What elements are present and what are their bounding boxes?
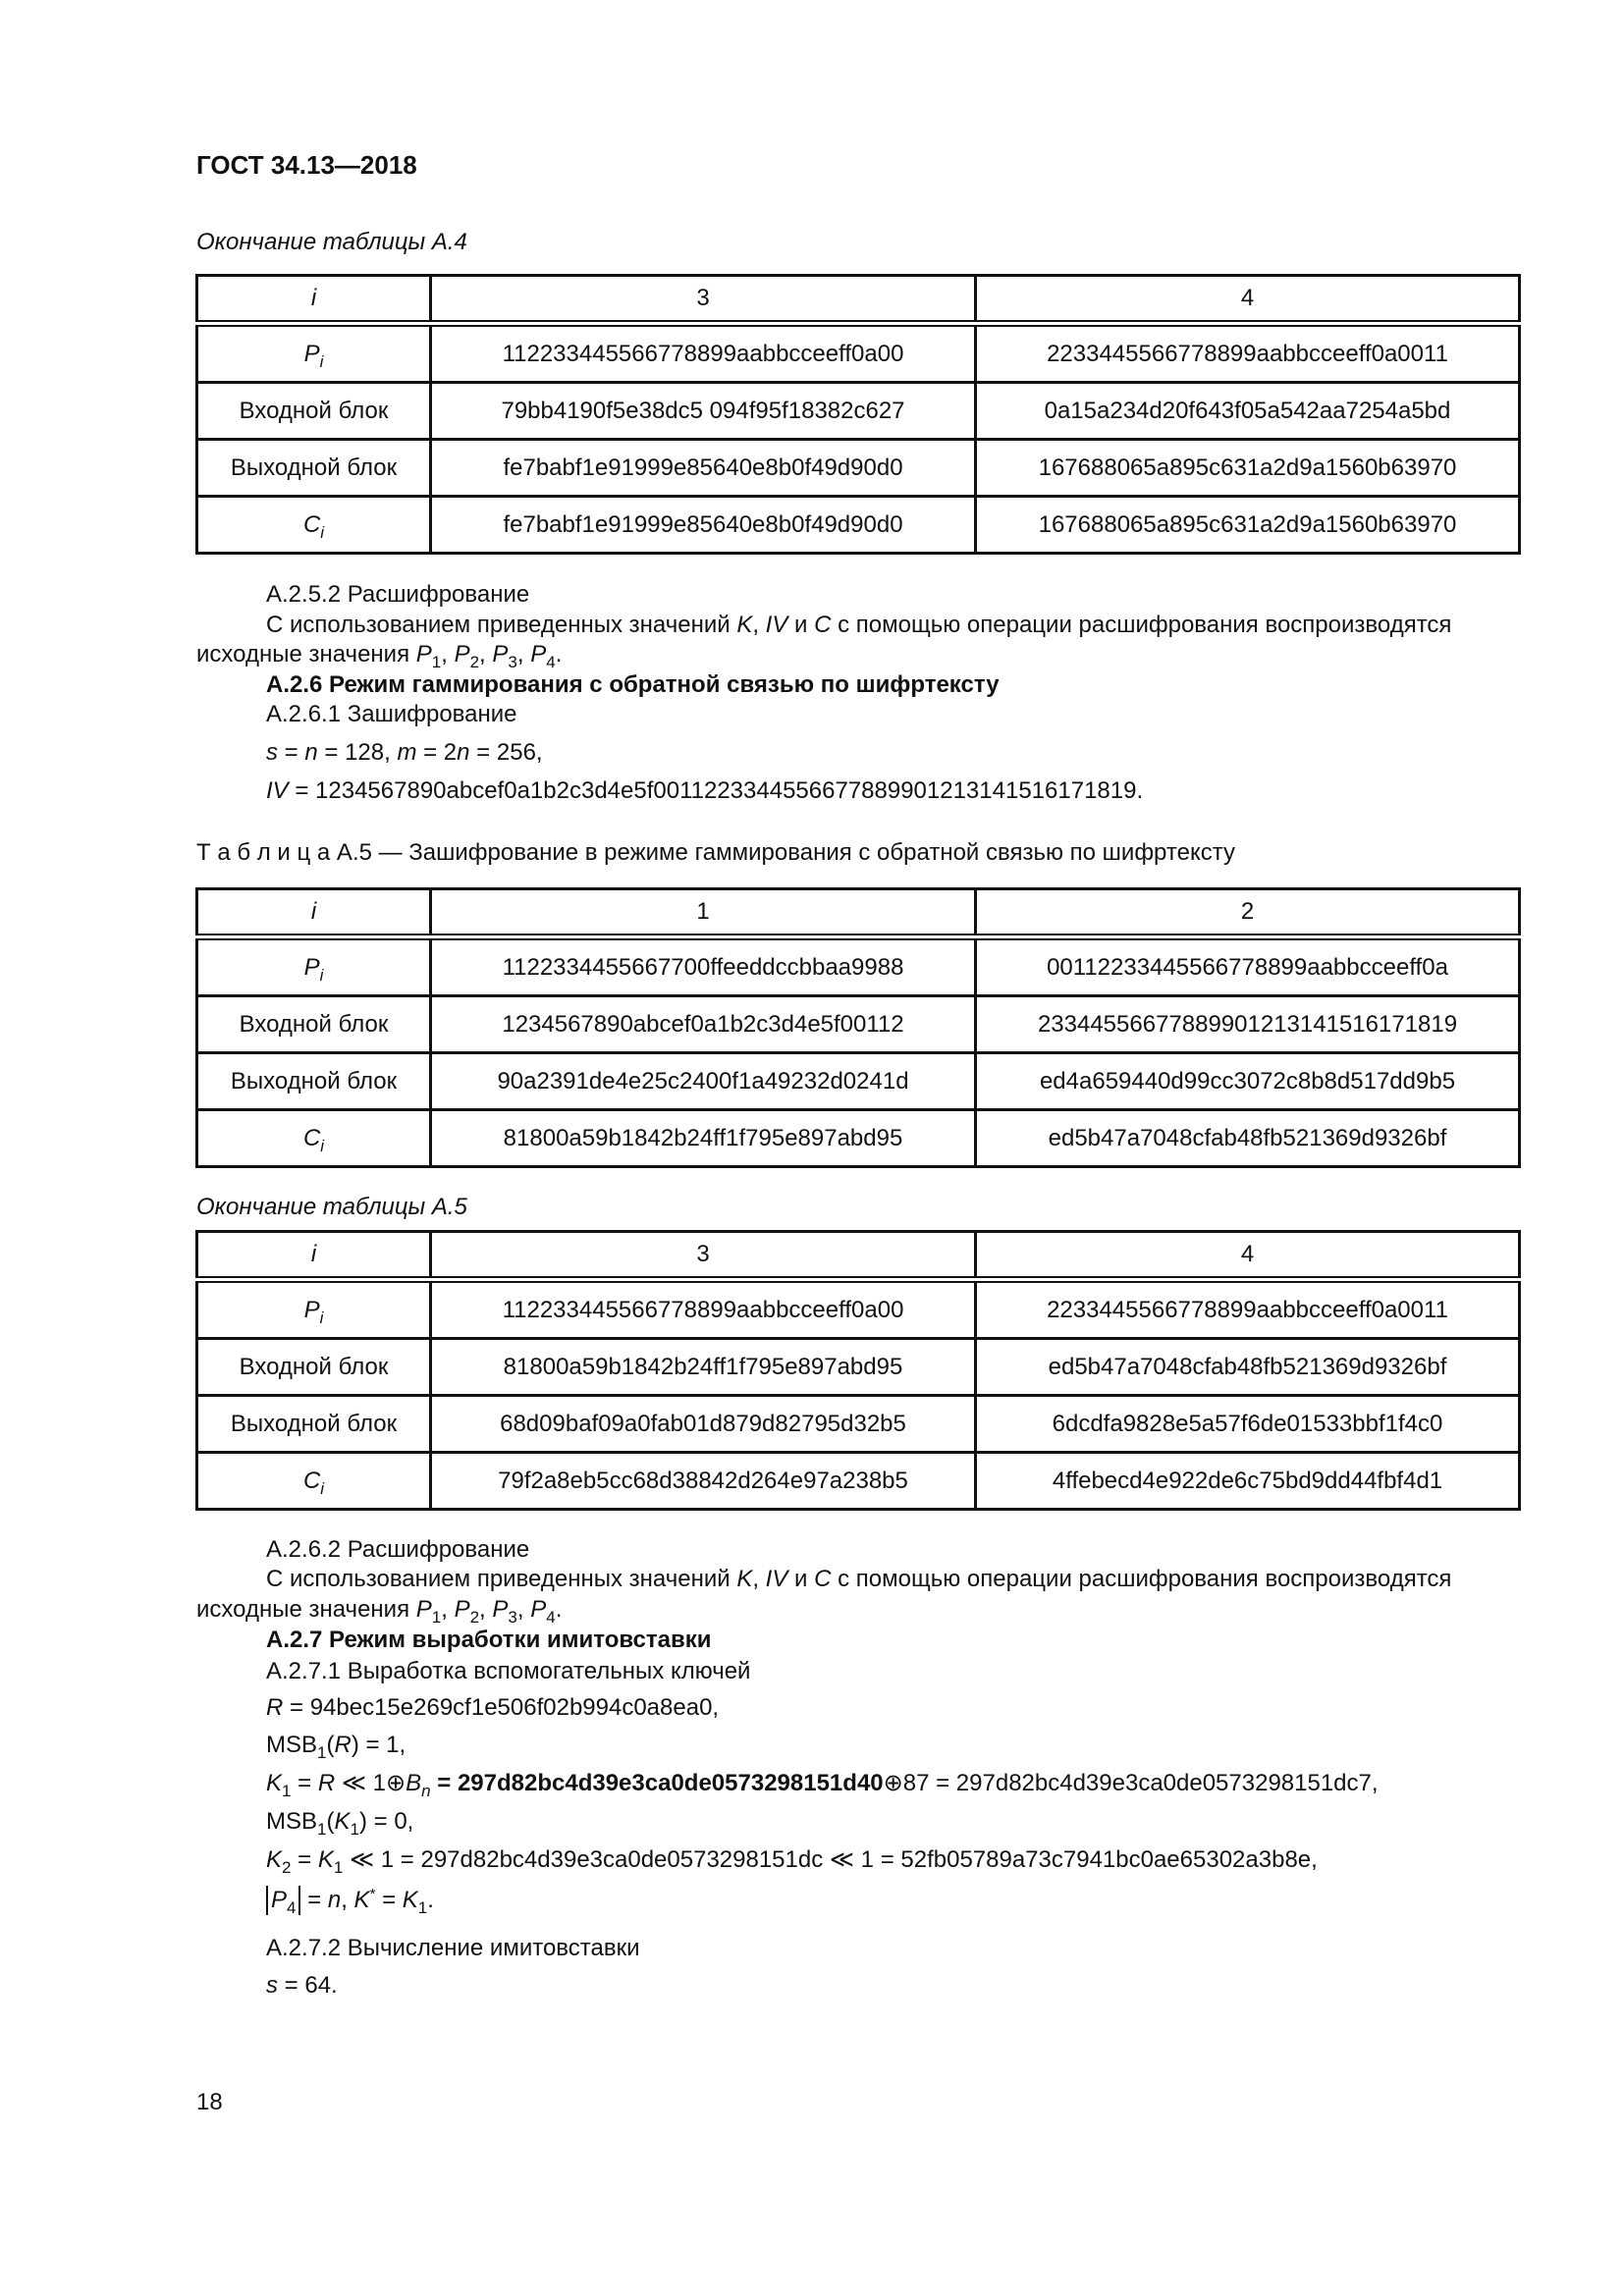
formula-segment: n	[327, 1887, 342, 1913]
row-label-subscript: i	[319, 1308, 324, 1327]
formula-segment: 1	[282, 1782, 292, 1800]
formula-segment: K	[402, 1887, 418, 1913]
formula-segment: P	[492, 641, 509, 667]
section-a271-heading: А.2.7.1 Выработка вспомогательных ключей	[266, 1658, 751, 1684]
table-row	[197, 1110, 1520, 1167]
formula-segment: P	[415, 1596, 432, 1623]
table-cell: fe7babf1e91999e85640e8b0f49d90d0	[431, 440, 976, 497]
table-cell: 2233445566778899aabbcceeff0a0011	[976, 1280, 1520, 1339]
formula-segment: = 64.	[278, 1972, 338, 1999]
s-formula	[266, 1971, 338, 2001]
row-label	[197, 937, 431, 996]
formula-segment: 3	[508, 653, 517, 671]
msb-r-formula	[266, 1731, 406, 1760]
column-header: 3	[431, 1232, 976, 1280]
formula-segment: = 94bec15e269cf1e506f02b994c0a8ea0,	[283, 1694, 720, 1721]
row-label	[197, 1053, 431, 1110]
table-row	[197, 1280, 1520, 1339]
row-label	[197, 1110, 431, 1167]
formula-segment: .	[555, 1596, 563, 1623]
formula-segment: K	[353, 1887, 370, 1913]
formula-segment: = 128,	[317, 739, 398, 766]
row-label-subscript: i	[319, 351, 324, 371]
row-label-text: Входной блок	[239, 1010, 389, 1038]
formula-segment: ) = 1,	[351, 1732, 406, 1758]
formula-segment: (	[326, 1808, 335, 1835]
formula-segment: 4	[546, 1608, 556, 1627]
formula-segment: C	[814, 612, 832, 638]
formula-segment: P	[530, 1596, 547, 1623]
formula-segment: 2	[469, 653, 480, 671]
table-row	[197, 497, 1520, 554]
formula-segment: 1	[350, 1820, 359, 1839]
table-cell: ed5b47a7048cfab48fb521369d9326bf	[976, 1110, 1520, 1167]
formula-segment: s	[266, 739, 278, 766]
formula-segment: ≪ 1 = 297d82bc4d39e3ca0de0573298151dc ≪ 1 = 52fb05789a73c7941bc0ae65302a3b8e,	[343, 1846, 1318, 1873]
table-cell: 00112233445566778899aabbcceeff0a	[976, 937, 1520, 996]
formula-segment: P	[530, 641, 547, 667]
table-row	[197, 1396, 1520, 1453]
formula-segment: MSB	[266, 1732, 318, 1758]
k2-formula	[266, 1845, 1318, 1875]
formula-segment: с помощью операции расшифрования воспроизводятся	[831, 1566, 1452, 1592]
table-a5	[195, 887, 1521, 1168]
formula-segment: ,	[441, 641, 455, 667]
column-header: 2	[976, 889, 1520, 937]
row-label	[197, 324, 431, 383]
formula-segment: *	[369, 1886, 376, 1902]
formula-segment: С использованием приведенных значений	[266, 1566, 737, 1592]
formula-segment: P	[454, 1596, 470, 1623]
formula-segment: 1	[431, 653, 442, 671]
table-header-row	[197, 276, 1520, 324]
formula-segment: n	[304, 739, 318, 766]
row-label	[197, 497, 431, 554]
formula-segment: и	[787, 612, 815, 638]
formula-segment: С использованием приведенных значений	[266, 612, 737, 638]
formula-segment: =	[300, 1887, 328, 1913]
section-a252-heading: А.2.5.2 Расшифрование	[266, 581, 530, 608]
formula-segment: исходные значения	[196, 1596, 416, 1623]
formula-segment: K	[317, 1846, 334, 1873]
formula-segment: = 2	[416, 739, 458, 766]
row-label-text: Выходной блок	[230, 1410, 398, 1437]
formula-segment: P	[454, 641, 470, 667]
table-cell: 167688065a895c631a2d9a1560b63970	[976, 497, 1520, 554]
formula-segment: ≪ 1⊕	[335, 1770, 406, 1796]
formula-segment: n	[457, 739, 470, 766]
table-cell: 4ffebecd4e922de6c75bd9dd44fbf4d1	[976, 1453, 1520, 1510]
formula-segment: исходные значения	[196, 641, 416, 667]
table-cell: 112233445566778899aabbcceeff0a00	[431, 1280, 976, 1339]
table-cell: 81800a59b1842b24ff1f795e897abd95	[431, 1339, 976, 1396]
formula-segment: n	[421, 1782, 431, 1800]
formula-segment: =	[291, 1846, 318, 1873]
row-label-subscript: i	[320, 1478, 325, 1498]
formula-segment: P	[492, 1596, 509, 1623]
formula-segment: =	[375, 1887, 403, 1913]
table-caption-prefix: Т а б л и ц а	[196, 839, 331, 866]
table-row	[197, 937, 1520, 996]
formula-segment: 1	[431, 1608, 442, 1627]
row-label-text: Входной блок	[239, 397, 389, 424]
table-a4-continuation	[195, 274, 1521, 555]
formula-segment: K	[266, 1770, 283, 1796]
section-a252-text-line1	[266, 611, 1451, 640]
row-label-text: Входной блок	[239, 1353, 389, 1380]
formula-segment: ,	[441, 1596, 455, 1623]
k1-formula	[266, 1769, 1379, 1798]
absolute-value-bars	[266, 1886, 300, 1915]
table-cell: 6dcdfa9828e5a57f6de01533bbf1f4c0	[976, 1396, 1520, 1453]
formula-segment: 2	[469, 1608, 480, 1627]
row-label	[197, 1453, 431, 1510]
column-header: i	[197, 889, 431, 937]
formula-segment: R	[334, 1732, 352, 1758]
row-label-subscript: i	[319, 965, 324, 985]
formula-segment: ,	[752, 1566, 766, 1592]
table-cell: 2233445566778899aabbcceeff0a0011	[976, 324, 1520, 383]
formula-segment: = 297d82bc4d39e3ca0de0573298151d40	[430, 1770, 884, 1796]
params-formula	[266, 738, 543, 768]
row-label-text: C	[302, 1467, 321, 1494]
column-header: 1	[431, 889, 976, 937]
formula-segment: с помощью операции расшифрования воспроизводятся	[831, 612, 1452, 638]
table-cell: 90a2391de4e25c2400f1a49232d0241d	[431, 1053, 976, 1110]
row-label-text: C	[302, 510, 321, 538]
formula-segment: и	[787, 1566, 815, 1592]
formula-segment: IV	[765, 612, 788, 638]
row-label-subscript: i	[320, 522, 325, 542]
column-header: 4	[976, 276, 1520, 324]
table-cell: 68d09baf09a0fab01d879d82795d32b5	[431, 1396, 976, 1453]
table-row	[197, 440, 1520, 497]
table-a4-cont-caption: Окончание таблицы А.4	[196, 229, 467, 255]
p4-formula	[266, 1886, 434, 1915]
column-header: 4	[976, 1232, 1520, 1280]
formula-segment: m	[397, 739, 417, 766]
section-a272-heading: А.2.7.2 Вычисление имитовставки	[266, 1935, 640, 1961]
table-header-row	[197, 1232, 1520, 1280]
column-header: i	[197, 276, 431, 324]
formula-segment: .	[555, 641, 563, 667]
table-cell: 1234567890abcef0a1b2c3d4e5f00112	[431, 996, 976, 1053]
r-formula	[266, 1693, 719, 1723]
table-cell: 23344556677889901213141516171819	[976, 996, 1520, 1053]
formula-segment: K	[266, 1846, 283, 1873]
section-a262-text-line2	[196, 1595, 562, 1625]
table-cell: ed4a659440d99cc3072c8b8d517dd9b5	[976, 1053, 1520, 1110]
column-header: i	[197, 1232, 431, 1280]
table-a5-cont-caption: Окончание таблицы А.5	[196, 1194, 467, 1220]
table-row	[197, 383, 1520, 440]
table-cell: 112233445566778899aabbcceeff0a00	[431, 324, 976, 383]
page-number: 18	[196, 2089, 223, 2115]
formula-segment: MSB	[266, 1808, 318, 1835]
table-cell: 0a15a234d20f643f05a542aa7254a5bd	[976, 383, 1520, 440]
msb-k1-formula	[266, 1807, 413, 1837]
formula-segment: s	[266, 1972, 278, 1999]
formula-segment: ,	[752, 612, 766, 638]
row-label-text: C	[302, 1124, 321, 1151]
formula-segment: ,	[516, 1596, 531, 1623]
row-label-text: Выходной блок	[230, 1067, 398, 1095]
row-label-subscript: i	[320, 1136, 325, 1155]
table-row	[197, 1453, 1520, 1510]
formula-segment: IV	[765, 1566, 788, 1592]
row-label-text: P	[303, 1296, 320, 1323]
formula-segment: P	[271, 1887, 288, 1913]
formula-segment: =	[278, 739, 305, 766]
table-a5-continuation	[195, 1230, 1521, 1511]
row-label-text: P	[303, 340, 320, 367]
table-caption-text: А.5 — Зашифрование в режиме гаммирования с обратной связью по шифртексту	[330, 839, 1235, 866]
table-cell: 79f2a8eb5cc68d38842d264e97a238b5	[431, 1453, 976, 1510]
iv-formula	[266, 776, 1143, 806]
row-label	[197, 1396, 431, 1453]
row-label	[197, 1339, 431, 1396]
formula-segment: 4	[287, 1898, 297, 1917]
formula-segment: = 1234567890abcef0a1b2c3d4e5f0011223344556677889901213141516171819.	[288, 777, 1144, 804]
formula-segment: 1	[317, 1743, 327, 1762]
table-cell: ed5b47a7048cfab48fb521369d9326bf	[976, 1339, 1520, 1396]
section-a252-text-line2	[196, 640, 562, 669]
formula-segment: K	[736, 1566, 753, 1592]
section-a262-heading: А.2.6.2 Расшифрование	[266, 1536, 530, 1563]
table-row	[197, 1053, 1520, 1110]
table-cell: 1122334455667700ffeeddccbbaa9988	[431, 937, 976, 996]
table-a5-caption	[196, 838, 1235, 868]
formula-segment: P	[415, 641, 432, 667]
formula-segment: K	[334, 1808, 351, 1835]
formula-segment: IV	[266, 777, 289, 804]
formula-segment: ,	[479, 641, 493, 667]
section-a26-heading: А.2.6 Режим гаммирования с обратной связью по шифртексту	[266, 671, 1000, 698]
column-header: 3	[431, 276, 976, 324]
table-cell: fe7babf1e91999e85640e8b0f49d90d0	[431, 497, 976, 554]
row-label	[197, 440, 431, 497]
formula-segment: ) = 0,	[358, 1808, 414, 1835]
table-cell: 167688065a895c631a2d9a1560b63970	[976, 440, 1520, 497]
table-row	[197, 996, 1520, 1053]
formula-segment: 1	[317, 1820, 327, 1839]
section-a262-text-line1	[266, 1565, 1451, 1594]
table-row	[197, 324, 1520, 383]
row-label	[197, 1280, 431, 1339]
formula-segment: = 256,	[469, 739, 543, 766]
table-row	[197, 1339, 1520, 1396]
document-header: ГОСТ 34.13—2018	[196, 150, 417, 180]
row-label-text: P	[303, 953, 320, 981]
formula-segment: ,	[479, 1596, 493, 1623]
formula-segment: =	[291, 1770, 318, 1796]
table-cell: 79bb4190f5e38dc5 094f95f18382c627	[431, 383, 976, 440]
row-label	[197, 383, 431, 440]
formula-segment: 2	[282, 1858, 292, 1877]
formula-segment: 1	[333, 1858, 344, 1877]
table-cell: 81800a59b1842b24ff1f795e897abd95	[431, 1110, 976, 1167]
row-label-text: Выходной блок	[230, 454, 398, 481]
row-label	[197, 996, 431, 1053]
section-a27-heading: А.2.7 Режим выработки имитовставки	[266, 1627, 712, 1653]
table-header-row	[197, 889, 1520, 937]
formula-segment: R	[317, 1770, 336, 1796]
formula-segment: ⊕87 = 297d82bc4d39e3ca0de0573298151dc7,	[883, 1770, 1379, 1796]
formula-segment: 1	[417, 1898, 428, 1917]
formula-segment: 4	[546, 653, 556, 671]
formula-segment: B	[406, 1770, 422, 1796]
formula-segment: 3	[508, 1608, 517, 1627]
formula-segment: ,	[516, 641, 531, 667]
formula-segment: K	[736, 612, 753, 638]
formula-segment: R	[266, 1694, 284, 1721]
formula-segment: (	[326, 1732, 335, 1758]
formula-segment: C	[814, 1566, 832, 1592]
formula-segment: .	[427, 1887, 434, 1913]
formula-segment: ,	[341, 1887, 354, 1913]
section-a261-heading: А.2.6.1 Зашифрование	[266, 701, 517, 727]
